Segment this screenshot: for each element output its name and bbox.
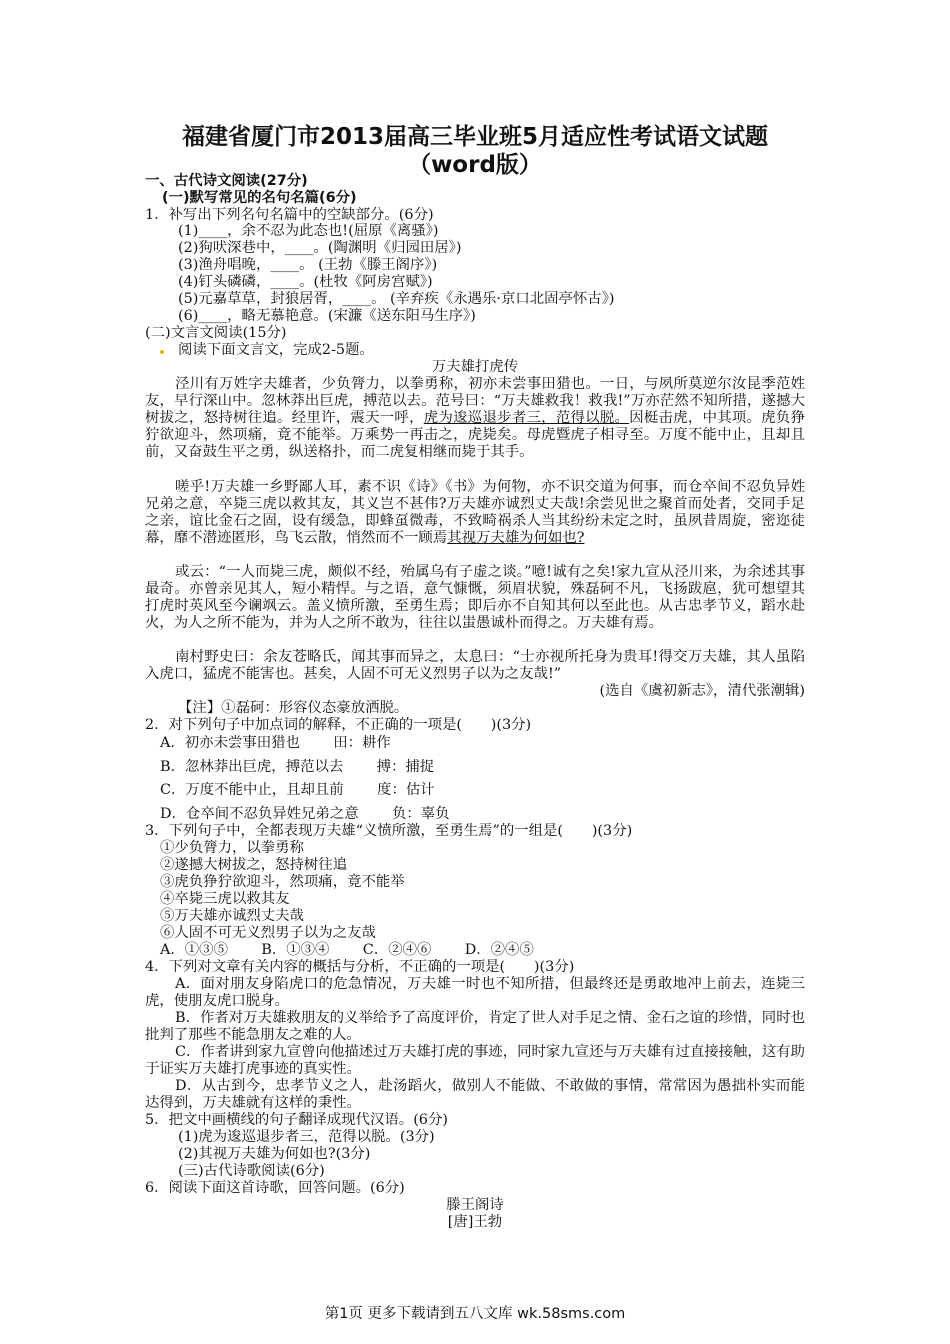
passage-paragraph-2: 嗟乎!万夫雄一乡野鄙人耳，素不识《诗》《书》为何物，亦不识交道为何事，而仓卒间不忍负异姓兄弟之意，卒毙三虎以救其友，其义岂不甚伟?万夫雄亦诚烈丈夫哉!余尝见世之聚首而处者，交同手足之亲，谊比金石之固，设有缓急，即蜂虿微毒，不致畸祸杀人当其纷纷未定之时，虽夙昔周旋，密迩徒幕，靡不潜迹匿形，鸟飞云散，悄然而不一顾焉其视万夫雄为何如也?	[145, 479, 805, 546]
doc-title-line1: 福建省厦门市2013届高三毕业班5月适应性考试语文试题	[181, 124, 769, 150]
q2-option: B．忽林莽出巨虎，搏范以去 搏：捕捉	[160, 759, 435, 775]
poem-author: [唐]王勃	[447, 1214, 503, 1230]
reading-instruction: 阅读下面文言文，完成2-5题。	[178, 342, 374, 358]
section-heading-1: 一、古代诗文阅读(27分)	[145, 173, 308, 189]
subsection-heading-1: (一)默写常见的名句名篇(6分)	[162, 190, 357, 206]
poem-title: 滕王阁诗	[446, 1197, 504, 1213]
passage-paragraph-1: 泾川有万姓字夫雄者，少负膂力，以拳勇称，初亦未尝事田猎也。一日，与夙所莫逆尔汝昆季范姓友，早行深山中。忽林莽出巨虎，搏范以去。范号曰：“万夫雄救我！救我!”万亦茫然不知所措，遂撼大树拔之，怒持树往追。经里许，震天一呼，虎为逡巡退步者三，范得以脱。因梃击虎，中其项。虎负狰狞欲迎斗，然项痛，竟不能举。万乘势一再击之，虎毙矣。母虎暨虎子相寻至。万度不能中止，且却且前，又奋鼓生平之勇，纵送格扑，而二虎复相继而毙于其手。	[145, 376, 805, 460]
q1-item: (4)钉头磷磷，____。(杜牧《阿房宫赋》)	[178, 274, 433, 290]
underlined-sentence-1: 虎为逡巡退步者三，范得以脱。	[423, 410, 630, 426]
question-4: 4．下列对文章有关内容的概括与分析，不正确的一项是( )(3分)	[145, 959, 575, 975]
passage-source: (选自《虞初新志》，清代张潮辑)	[599, 683, 805, 699]
q2-option: C．万度不能中止，且却且前 度：估计	[160, 782, 435, 798]
question-3: 3．下列句子中，全都表现万夫雄“义愤所激，至勇生焉”的一组是( )(3分)	[145, 823, 633, 839]
q4-option-b: B．作者对万夫雄救朋友的义举给予了高度评价，肯定了世人对手足之情、金石之谊的珍惜，同时也批判了那些不能急朋友之难的人。	[145, 1010, 805, 1043]
question-1: 1．补写出下列名句名篇中的空缺部分。(6分)	[145, 207, 434, 223]
q3-item: ⑤万夫雄亦诚烈丈夫哉	[160, 908, 304, 924]
q1-item: (6)____，略无慕艳意。(宋濂《送东阳马生序》)	[178, 308, 476, 324]
q3-item: ③虎负狰狞欲迎斗，然项痛，竟不能举	[160, 874, 405, 890]
q2-option: D．仓卒间不忍负异姓兄弟之意 负：辜负	[160, 806, 450, 822]
subsection-heading-3: (三)古代诗歌阅读(6分)	[178, 1163, 325, 1179]
q3-item: ①少负膂力，以拳勇称	[160, 840, 304, 856]
q4-option-c: C．作者讲到家九宣曾向他描述过万夫雄打虎的事迹，同时家九宣还与万夫雄有过直接接触，这有助于证实万夫雄打虎事迹的真实性。	[145, 1044, 805, 1077]
page-footer: 第1页 更多下载请到五八文库 wk.58sms.com	[324, 1306, 626, 1322]
q5-item: (2)其视万夫雄为何如也?(3分)	[178, 1146, 371, 1162]
q3-item: ②遂撼大树拔之，怒持树往追	[160, 857, 348, 873]
doc-title-line2: （word版）	[408, 152, 542, 178]
q1-item: (5)元嘉草草，封狼居胥，____。 (辛弃疾《永遇乐·京口北固亭怀古》)	[178, 291, 615, 307]
annotation-note: 【注】①磊砢：形容仪态豪放洒脱。	[178, 700, 409, 716]
q3-item: ④卒毙三虎以救其友	[160, 891, 290, 907]
q2-option: A．初亦未尝事田猎也 田：耕作	[160, 735, 391, 751]
q1-item: (1)____，余不忍为此态也!(屈原《离骚》)	[178, 223, 439, 239]
q3-options: A．①③⑤ B．①③④ C．②④⑥ D．②④⑤	[160, 942, 534, 958]
q4-option-d: D．从古到今，忠孝节义之人，赴汤蹈火，做别人不能做、不敢做的事情，常常因为愚拙朴实而能达得到，万夫雄就有这样的秉性。	[145, 1078, 805, 1111]
passage-title: 万夫雄打虎传	[431, 359, 519, 375]
q5-item: (1)虎为逡巡退步者三，范得以脱。(3分)	[178, 1129, 435, 1145]
question-5: 5．把文中画横线的句子翻译成现代汉语。(6分)	[145, 1112, 448, 1128]
passage-paragraph-3: 或云：“一人而毙三虎，颇似不经，殆属乌有子虚之谈。”噫!诚有之矣!家九宣从泾川来，为余述其事最奇。亦曾亲见其人，短小精悍。与之语，意气慷慨，须眉状貌，殊磊砢不凡，飞扬跋扈，犹可想望其打虎时英风至今谰飒云。盖义愤所激，至勇生焉；即后亦不自知其何以至此也。从古忠孝节义，蹈水赴火，为人之所不能为，并为人之所不敢为，往往以蚩愚诚朴而得之。万夫雄有焉。	[145, 564, 805, 631]
q3-item: ⑥人固不可无义烈男子以为之友哉	[160, 925, 376, 941]
question-6: 6．阅读下面这首诗歌，回答问题。(6分)	[145, 1180, 405, 1196]
q1-item: (2)狗吠深巷中，____。(陶渊明《归园田居》)	[178, 240, 462, 256]
q1-item: (3)渔舟唱晚，____。 (王勃《滕王阁序》)	[178, 257, 438, 273]
underlined-sentence-2: 其视万夫雄为何如也?	[447, 530, 585, 546]
question-2: 2．对下列句子中加点词的解释，不正确的一项是( )(3分)	[145, 717, 532, 733]
subsection-heading-2: (二)文言文阅读(15分)	[145, 325, 287, 341]
q4-option-a: A．面对朋友身陷虎口的危急情况，万夫雄一时也不知所措，但最终还是勇敢地冲上前去，连毙三虎，使朋友虎口脱身。	[145, 976, 805, 1009]
passage-paragraph-4: 南村野史曰：余友苍略氏，闻其事而异之，太息曰：“士亦视所托身为贵耳!得交万夫雄，其人虽陷入虎口，猛虎不能害也。甚矣，人固不可无义烈男子以为之友哉!”	[145, 649, 805, 682]
bullet-dot	[160, 350, 164, 354]
